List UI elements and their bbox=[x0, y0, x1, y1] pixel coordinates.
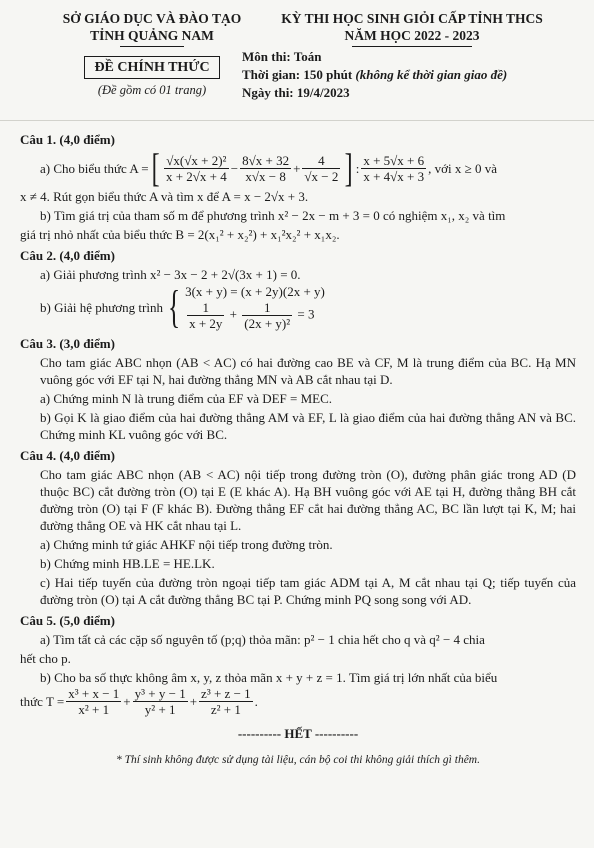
q4-premise: Cho tam giác ABC nhọn (AB < AC) nội tiếp trong đường tròn (O), đường phân giác trong AD (D thuộc BC) cắt đường tròn (O) tại E (E khác A). Hạ BH vuông góc với AE tại H, đường thẳng BH cắt đường tròn (O) tại F (F khác B). Đường thẳng EF cắt hai đường thẳng AC, BC lần lượt tại K, M; hai đường thẳng OE và HK cắt nhau tại L. bbox=[40, 467, 576, 533]
numerator: 4 bbox=[302, 153, 340, 169]
equation-2: $\frac{1}{x + 2y}$ + $\frac{1}{\text{(2x + y)²}}$ = 3 bbox=[189, 300, 315, 331]
q1a-prefix: a) Cho biểu thức A = bbox=[40, 160, 149, 176]
system-equations bbox=[185, 283, 325, 331]
numerator: x³ + x − 1 bbox=[68, 686, 120, 701]
fraction-2 bbox=[240, 153, 291, 184]
exam-date: Ngày thi: 19/4/2023 bbox=[242, 85, 350, 100]
q5a-line-1: a) Tìm tất cả các cặp số nguyên tố (p;q) thỏa mãn: p² − 1 chia hết cho q và q² − 4 chia bbox=[40, 632, 485, 647]
question-3-title: Câu 3. (3,0 điểm) bbox=[20, 336, 115, 351]
exam-info-block bbox=[242, 10, 572, 101]
denominator: x² + 1 bbox=[78, 702, 110, 717]
q4b-text: b) Chứng minh HB.LE = HE.LK. bbox=[40, 556, 215, 571]
system-brace: { bbox=[167, 281, 181, 332]
question-1-title: Câu 1. (4,0 điểm) bbox=[20, 132, 115, 147]
school-year: NĂM HỌC 2022 - 2023 bbox=[344, 28, 480, 43]
denominator: x√x − 8 bbox=[245, 168, 286, 184]
question-5-title: Câu 5. (5,0 điểm) bbox=[20, 613, 115, 628]
exam-body bbox=[20, 127, 576, 769]
issuer-block bbox=[52, 10, 252, 98]
numerator: z³ + z − 1 bbox=[201, 686, 251, 701]
numerator: x + 5√x + 6 bbox=[363, 152, 425, 168]
left-bracket: [ bbox=[151, 145, 160, 190]
time-note: (không kể thời gian giao đề) bbox=[355, 67, 508, 82]
q4a-text: a) Chứng minh tứ giác AHKF nội tiếp trong đường tròn. bbox=[40, 537, 333, 552]
header-divider bbox=[0, 120, 594, 121]
fraction-3 bbox=[302, 153, 340, 184]
t-fraction-3 bbox=[199, 686, 253, 717]
subject-line: Môn thi: Toán bbox=[242, 49, 322, 64]
page-count-note: (Đề gồm có 01 trang) bbox=[97, 83, 207, 97]
t-fraction-1 bbox=[66, 686, 121, 717]
denominator: x + 4√x + 3 bbox=[363, 168, 425, 184]
q2b-prefix: b) Giải hệ phương trình bbox=[40, 299, 163, 315]
fraction-1 bbox=[164, 153, 229, 184]
right-bracket: ] bbox=[345, 145, 354, 190]
exam-title: KỲ THI HỌC SINH GIỎI CẤP TỈNH THCS bbox=[281, 11, 543, 26]
q1b-line-1: b) Tìm giá trị của tham số m để phương trình x² − 2x − m + 3 = 0 có nghiệm x₁, x₂ và tìm bbox=[40, 208, 506, 223]
denominator: y² + 1 bbox=[144, 702, 176, 717]
department-name: SỞ GIÁO DỤC VÀ ĐÀO TẠO bbox=[62, 11, 242, 26]
q5b-line-1: b) Cho ba số thực không âm x, y, z thỏa mãn x + y + z = 1. Tìm giá trị lớn nhất của biểu bbox=[40, 670, 498, 685]
q2a-text: a) Giải phương trình x² − 3x − 2 + 2√(3x + 1) = 0. bbox=[40, 267, 301, 282]
equation-1: 3(x + y) = (x + 2y)(2x + y) bbox=[185, 284, 325, 299]
q5b-expression: thức T = $\frac{\text{x³ + x − 1}}{\text{x² + 1}}$ + $\frac{\text{y³ + y − 1}}{\text{y² + 1}}$ + $\frac{\text{z³ + z − 1}}{\text{z² + 1}}$ . bbox=[20, 686, 258, 717]
denominator: √x − 2 bbox=[304, 168, 339, 184]
q1a-continuation: x ≠ 4. Rút gọn biểu thức A và tìm x để A = x − 2√x + 3. bbox=[20, 189, 309, 204]
q2b-system bbox=[20, 283, 576, 331]
t-fraction-2 bbox=[133, 686, 188, 717]
underline-rule bbox=[120, 46, 184, 47]
eq2-fraction-1 bbox=[187, 300, 224, 331]
numerator: √x(√x + 2)² bbox=[164, 153, 229, 169]
end-marker: ---------- HẾT ---------- bbox=[237, 726, 359, 741]
q1b-line-2: giá trị nhỏ nhất của biểu thức B = 2(x₁² + x₂²) + x₁²x₂² + x₁x₂. bbox=[20, 227, 340, 242]
eq2-rhs: = 3 bbox=[297, 306, 315, 322]
numerator: 8√x + 32 bbox=[242, 152, 290, 168]
denominator: x + 2√x + 4 bbox=[165, 168, 227, 184]
question-4-title: Câu 4. (4,0 điểm) bbox=[20, 448, 115, 463]
q1a-condition: , với x ≥ 0 và bbox=[428, 160, 498, 176]
q1a-expression: a) Cho biểu thức A = [ $\frac{\text{√x(√x + 2)²}}{x + 2√x + 4}$ − $\frac{8√x + 32}{x√x - 8}$ + $\frac{4}{√x - 2}$ ] : $\frac{x + 5√x + 6}{x + 4√x + 3}$ , với x ≥ 0 và bbox=[40, 145, 498, 190]
fraction-4 bbox=[361, 153, 426, 184]
footer-note: * Thí sinh không được sử dụng tài liệu, cán bộ coi thi không giải thích gì thêm. bbox=[116, 754, 480, 766]
province-name: TỈNH QUẢNG NAM bbox=[90, 28, 214, 43]
numerator: 1 bbox=[187, 300, 224, 316]
q4c-text: c) Hai tiếp tuyến của đường tròn ngoại tiếp tam giác ADM tại A, M cắt nhau tại Q; tiếp tuyến của đường tròn (O) tại A cắt đường thẳng BC tại P. Chứng minh PQ song song với AD. bbox=[40, 575, 576, 607]
underline-rule bbox=[352, 46, 472, 47]
t-prefix: thức T = bbox=[20, 694, 65, 709]
denominator: x + 2y bbox=[189, 316, 223, 331]
q3b-text: b) Gọi K là giao điểm của hai đường thẳng AM và EF, L là giao điểm của hai đường thẳng AN và BC. Chứng minh KL vuông góc với BC. bbox=[40, 410, 576, 442]
numerator: 1 bbox=[242, 300, 292, 316]
q5a-line-2: hết cho p. bbox=[20, 651, 71, 666]
denominator: z² + 1 bbox=[210, 702, 241, 717]
time-label: Thời gian: 150 phút bbox=[242, 67, 353, 82]
time-line bbox=[242, 67, 572, 83]
official-badge: ĐỀ CHÍNH THỨC bbox=[84, 56, 219, 79]
q3a-text: a) Chứng minh N là trung điểm của EF và DEF = MEC. bbox=[40, 391, 333, 406]
q3-premise: Cho tam giác ABC nhọn (AB < AC) có hai đường cao BE và CF, M là trung điểm của BC. Hạ MN vuông góc với EF tại N, hai đường thẳng MN và AB cắt nhau tại D. bbox=[40, 355, 576, 387]
eq2-fraction-2 bbox=[242, 300, 292, 331]
question-2-title: Câu 2. (4,0 điểm) bbox=[20, 248, 115, 263]
denominator: (2x + y)² bbox=[244, 316, 291, 331]
numerator: y³ + y − 1 bbox=[134, 686, 186, 701]
